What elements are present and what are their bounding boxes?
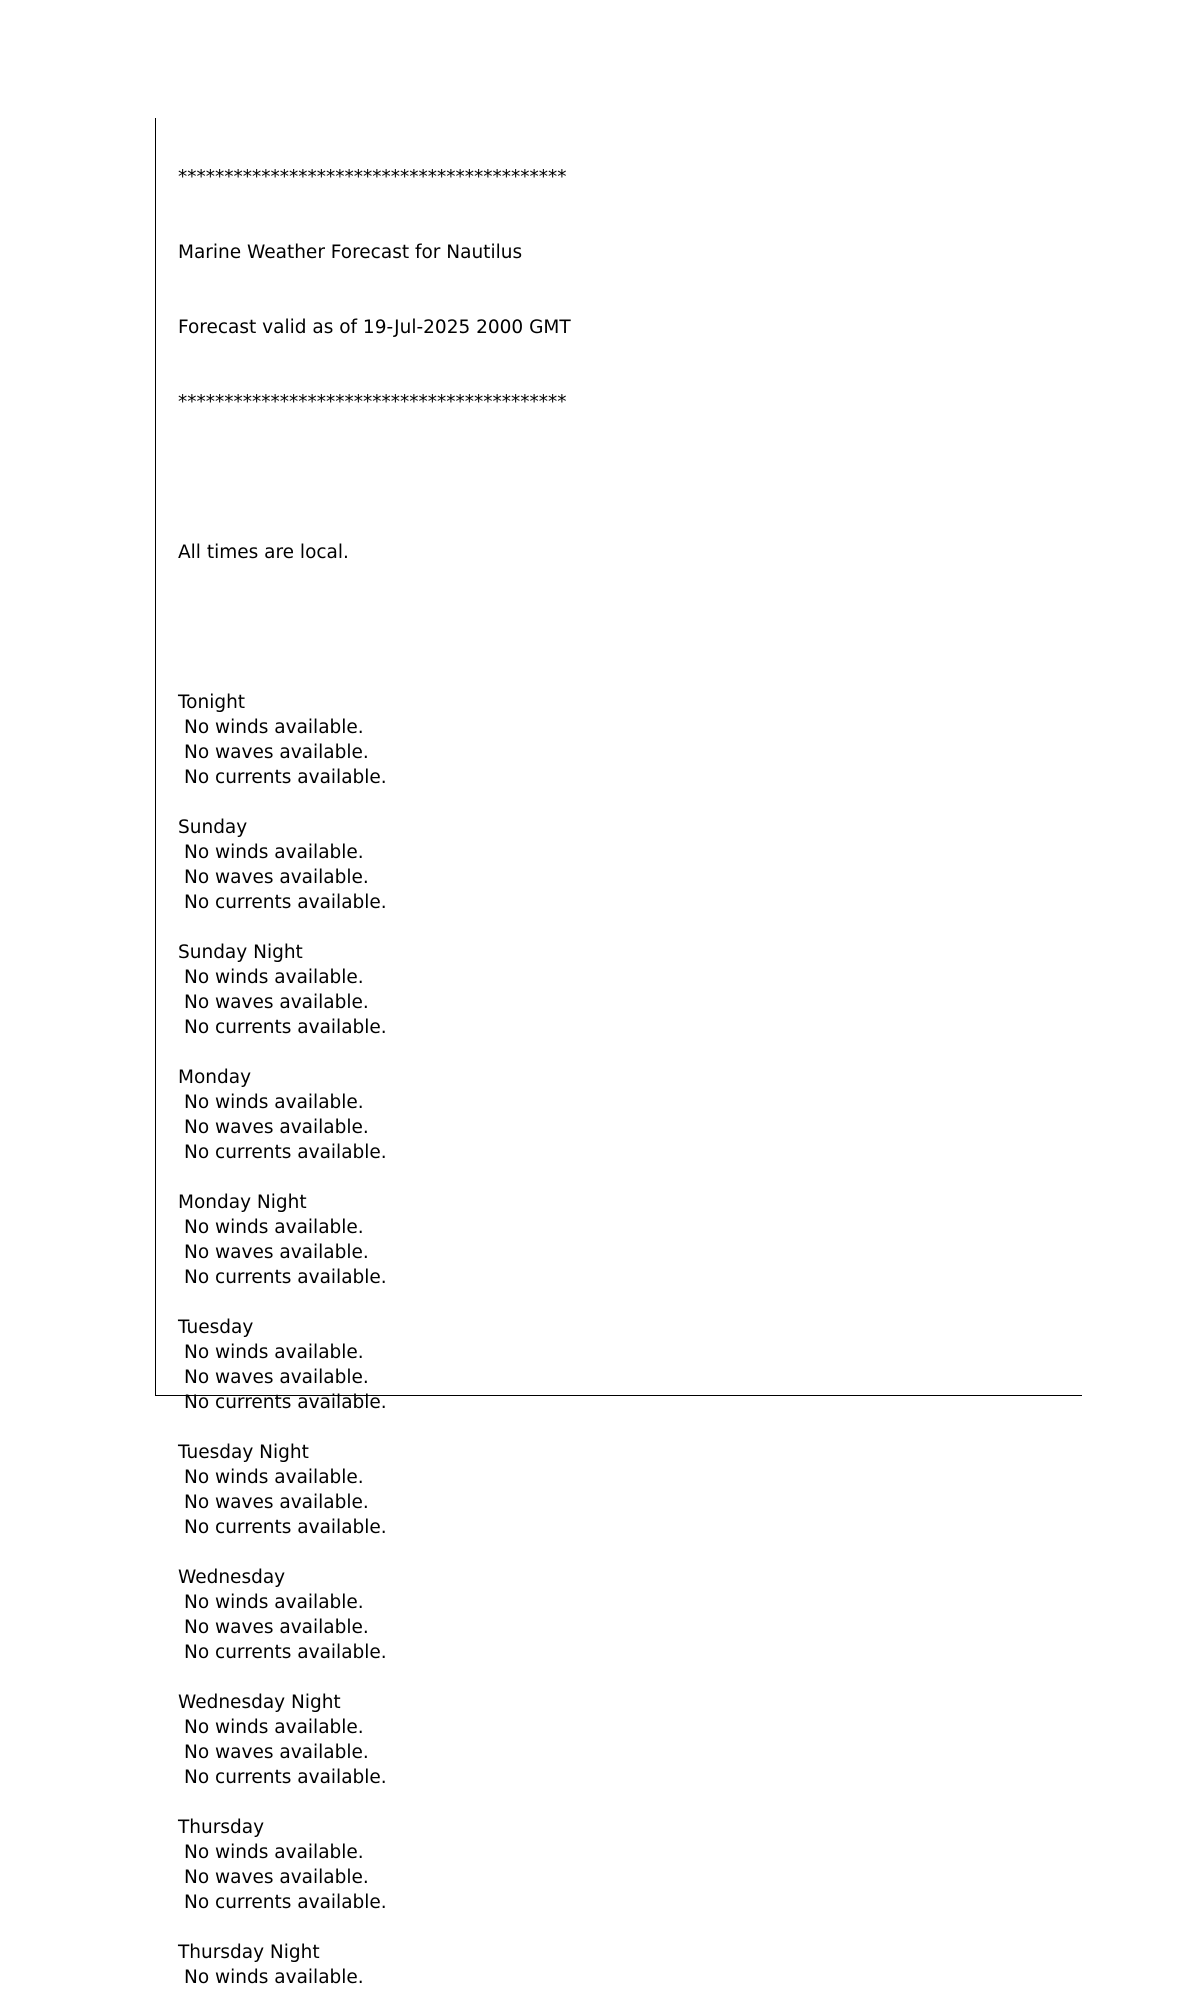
period-name: Tuesday Night — [178, 1442, 309, 1463]
period-name: Thursday Night — [178, 1942, 320, 1963]
spacer — [178, 915, 571, 940]
header-stars-top: ****************************************** — [178, 167, 567, 188]
period-name: Sunday — [178, 817, 248, 838]
forecast-period — [178, 1940, 571, 1990]
spacer — [178, 615, 571, 640]
period-waves: No waves available. — [184, 1617, 369, 1638]
period-name: Wednesday — [178, 1567, 286, 1588]
period-winds: No winds available. — [184, 967, 364, 988]
period-waves: No waves available. — [184, 1742, 369, 1763]
period-winds: No winds available. — [184, 1217, 364, 1238]
spacer — [178, 790, 571, 815]
spacer — [178, 1290, 571, 1315]
forecast-period — [178, 940, 571, 1065]
period-winds: No winds available. — [184, 1842, 364, 1863]
period-waves: No waves available. — [184, 1242, 369, 1263]
forecast-period — [178, 1315, 571, 1440]
forecast-period — [178, 690, 571, 815]
period-winds: No winds available. — [184, 1467, 364, 1488]
period-waves: No waves available. — [184, 1867, 369, 1888]
period-currents: No currents available. — [184, 1392, 387, 1413]
period-waves: No waves available. — [184, 1117, 369, 1138]
spacer — [178, 1790, 571, 1815]
period-currents: No currents available. — [184, 892, 387, 913]
period-name: Monday — [178, 1067, 252, 1088]
spacer — [178, 1415, 571, 1440]
period-currents: No currents available. — [184, 1767, 387, 1788]
forecast-period — [178, 1440, 571, 1565]
period-winds: No winds available. — [184, 1967, 364, 1988]
period-waves: No waves available. — [184, 867, 369, 888]
period-currents: No currents available. — [184, 1267, 387, 1288]
period-waves: No waves available. — [184, 742, 369, 763]
forecast-title: Marine Weather Forecast for Nautilus — [178, 242, 523, 263]
spacer — [178, 1665, 571, 1690]
frame-left-border — [155, 118, 156, 1396]
forecast-valid-time: Forecast valid as of 19-Jul-2025 2000 GMT — [178, 317, 571, 338]
spacer — [178, 1540, 571, 1565]
period-name: Tuesday — [178, 1317, 254, 1338]
period-winds: No winds available. — [184, 842, 364, 863]
forecast-period — [178, 1690, 571, 1815]
period-name: Wednesday Night — [178, 1692, 341, 1713]
period-name: Thursday — [178, 1817, 265, 1838]
period-winds: No winds available. — [184, 1342, 364, 1363]
forecast-period — [178, 1065, 571, 1190]
spacer — [178, 465, 571, 490]
period-currents: No currents available. — [184, 767, 387, 788]
period-currents: No currents available. — [184, 1517, 387, 1538]
period-waves: No waves available. — [184, 992, 369, 1013]
forecast-period — [178, 815, 571, 940]
period-currents: No currents available. — [184, 1892, 387, 1913]
forecast-period — [178, 1565, 571, 1690]
forecast-period — [178, 1190, 571, 1315]
forecast-period — [178, 1815, 571, 1940]
spacer — [178, 1915, 571, 1940]
period-winds: No winds available. — [184, 717, 364, 738]
spacer — [178, 1040, 571, 1065]
period-winds: No winds available. — [184, 1092, 364, 1113]
period-name: Monday Night — [178, 1192, 307, 1213]
period-waves: No waves available. — [184, 1367, 369, 1388]
period-name: Tonight — [178, 692, 246, 713]
period-waves: No waves available. — [184, 1492, 369, 1513]
period-winds: No winds available. — [184, 1717, 364, 1738]
period-currents: No currents available. — [184, 1142, 387, 1163]
period-currents: No currents available. — [184, 1017, 387, 1038]
period-currents: No currents available. — [184, 1642, 387, 1663]
times-note: All times are local. — [178, 542, 349, 563]
forecast-document — [178, 115, 571, 2015]
period-winds: No winds available. — [184, 1592, 364, 1613]
spacer — [178, 1165, 571, 1190]
header-stars-bottom: ****************************************** — [178, 392, 567, 413]
period-name: Sunday Night — [178, 942, 303, 963]
forecast-periods — [178, 690, 571, 1990]
